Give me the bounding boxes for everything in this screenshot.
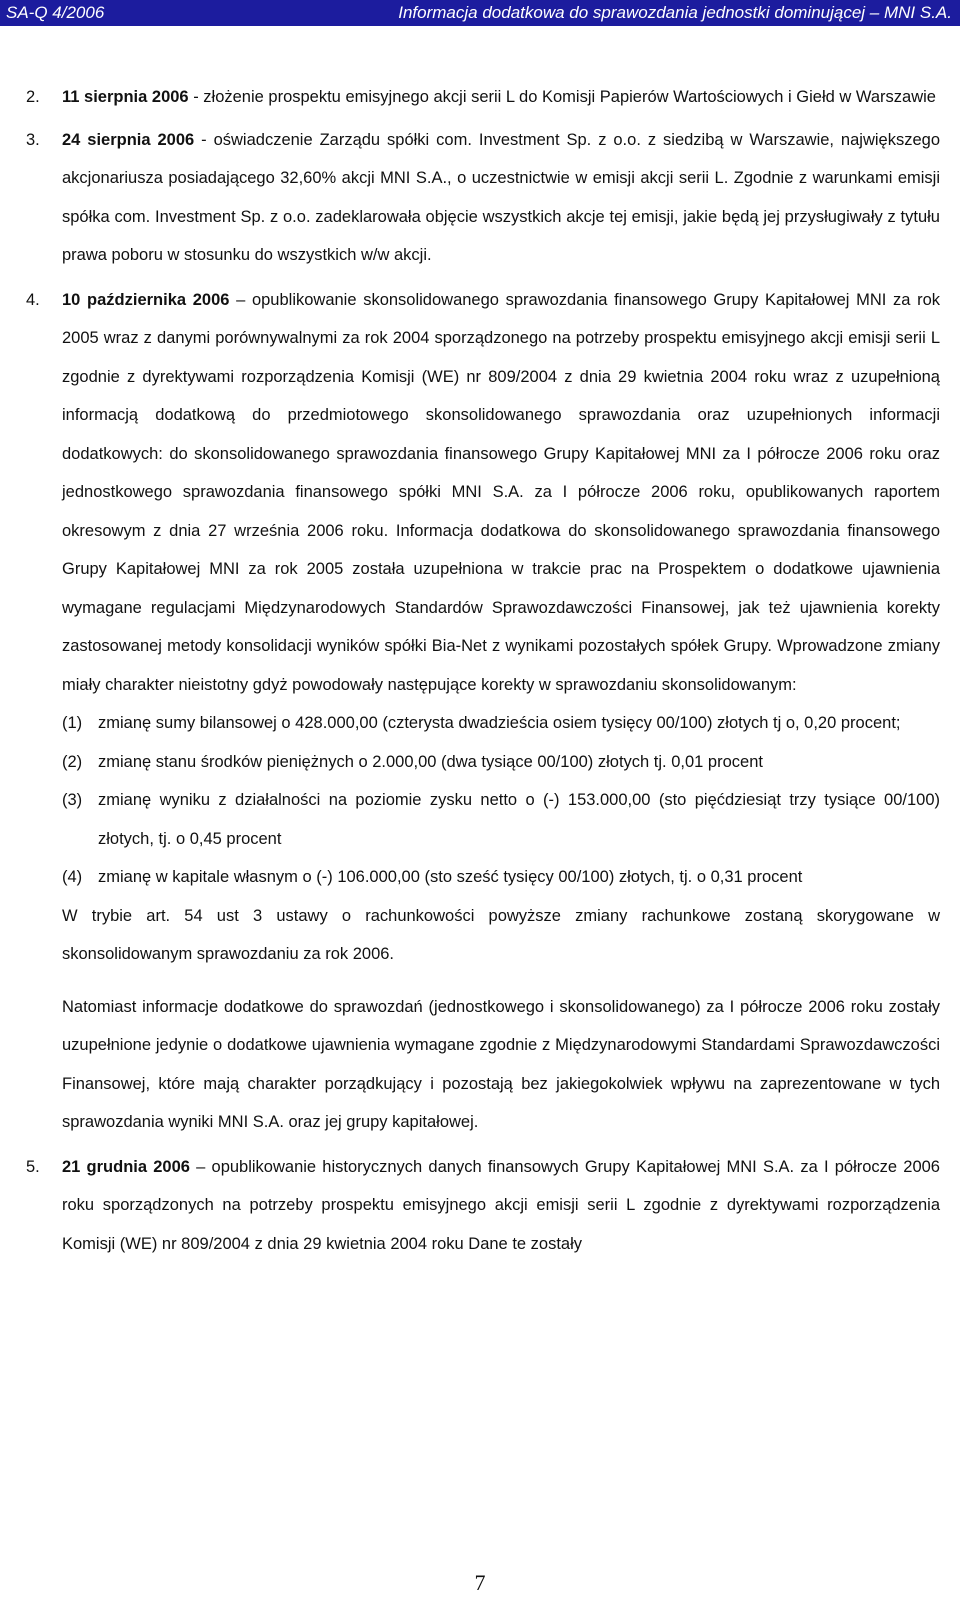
header-right-title: Informacja dodatkowa do sprawozdania jednostki dominującej – MNI S.A.	[398, 3, 952, 22]
sub-item-text: zmianę w kapitale własnym o (-) 106.000,00 (sto sześć tysięcy 00/100) złotych, tj. o 0,31 procent	[98, 868, 803, 886]
item-number: 4.	[26, 290, 40, 309]
item-date: 24 sierpnia 2006	[62, 130, 195, 149]
item-date: 10 października 2006	[62, 290, 230, 309]
item-date: 21 grudnia 2006	[62, 1157, 190, 1176]
sub-item-number: (1)	[62, 714, 83, 732]
sub-item-number: (3)	[62, 791, 83, 809]
page-header	[0, 0, 960, 26]
item-text: - oświadczenie Zarządu spółki com. Investment Sp. z o.o. z siedzibą w Warszawie, największego akcjonariusza posiadającego 32,60% akcji MNI S.A., o uczestnictwie w emisji akcji serii L. Zgodnie z warunkami emisji spółka com. Investment Sp. z o.o. zadeklarowała objęcie wszystkich akcje tej emisji, jakie będą jej przysługiwały z tytułu prawa poboru w stosunku do wszystkich w/w akcji.	[62, 130, 940, 264]
document-body	[26, 78, 940, 1263]
sub-item-3	[62, 781, 940, 858]
item-text: – opublikowanie historycznych danych finansowych Grupy Kapitałowej MNI S.A. za I półrocze 2006 roku sporządzonych na potrzeby prospektu emisyjnego akcji emisji serii L zgodnie z dyrektywami rozporządzenia Komisji (WE) nr 809/2004 z dnia 29 kwietnia 2004 roku Dane te zostały	[62, 1157, 940, 1253]
item-date: 11 sierpnia 2006	[62, 88, 189, 106]
sub-item-4	[62, 858, 940, 897]
sub-item-text: zmianę wyniku z działalności na poziomie zysku netto o (-) 153.000,00 (sto pięćdziesiąt trzy tysiące 00/100) złotych, tj. o 0,45 procent	[98, 791, 940, 848]
page-number: 7	[474, 1570, 486, 1595]
sub-item-text: zmianę stanu środków pieniężnych o 2.000,00 (dwa tysiące 00/100) złotych tj. 0,01 procent	[98, 752, 763, 771]
item-number: 5.	[26, 1157, 40, 1176]
sub-item-text: zmianę sumy bilansowej o 428.000,00 (czterysta dwadzieścia osiem tysięcy 00/100) złotych tj o, 0,20 procent;	[98, 714, 901, 732]
item-text: - złożenie prospektu emisyjnego akcji serii L do Komisji Papierów Wartościowych i Giełd w Warszawie	[188, 88, 936, 106]
list-item-2	[26, 78, 940, 117]
item-number: 2.	[26, 88, 40, 106]
sub-item-2	[62, 743, 940, 782]
item-text: – opublikowanie skonsolidowanego sprawozdania finansowego Grupy Kapitałowej MNI za rok 2005 wraz z danymi porównywalnymi za rok 2004 sporządzonego na potrzeby prospektu emisyjnego akcji emisji serii L zgodnie z dyrektywami rozporządzenia Komisji (WE) nr 809/2004 z dnia 29 kwietnia 2004 roku wraz z uzupełnioną informacją dodatkową do przedmiotowego skonsolidowanego sprawozdania oraz uzupełnionych informacji dodatkowych: do skonsolidowanego sprawozdania finansowego Grupy Kapitałowej MNI za I półrocze 2006 roku oraz jednostkowego sprawozdania finansowego spółki MNI S.A. za I półrocze 2006 roku, opublikowanych raportem okresowym z dnia 27 września 2006 roku. Informacja dodatkowa do skonsolidowanego sprawozdania finansowego Grupy Kapitałowej MNI za rok 2005 została uzupełniona w trakcie prac na Prospektem o dodatkowe ujawnienia wymagane regulacjami Międzynarodowych Standardów Sprawozdawczości Finansowej, jak też ujawnienia korekty zastosowanej metody konsolidacji wyników spółki Bia-Net z wynikami pozostałych spółek Grupy. Wprowadzone zmiany miały charakter nieistotny gdyż powodowały następujące korekty w sprawozdaniu skonsolidowanym:	[62, 290, 940, 694]
item-paragraph	[62, 281, 940, 705]
sub-item-1	[62, 704, 940, 743]
item-paragraph-natomiast: Natomiast informacje dodatkowe do sprawozdań (jednostkowego i skonsolidowanego) za I półrocze 2006 roku zostały uzupełnione jedynie o dodatkowe ujawnienia wymagane zgodnie z Międzynarodowymi Standardami Sprawozdawczości Finansowej, które mają charakter porządkujący i pozostają bez jakiegokolwiek wpływu na zaprezentowane w tych sprawozdania wyniki MNI S.A. oraz jej grupy kapitałowej.	[62, 997, 940, 1131]
item-number: 3.	[26, 130, 40, 149]
list-item-4	[26, 281, 940, 1142]
item-paragraph-art54: W trybie art. 54 ust 3 ustawy o rachunkowości powyższe zmiany rachunkowe zostaną skorygowane w skonsolidowanym sprawozdaniu za rok 2006.	[62, 906, 940, 963]
header-left-label: SA-Q 4/2006	[6, 3, 105, 22]
list-item-3	[26, 121, 940, 275]
list-item-5	[26, 1148, 940, 1264]
item-paragraph	[62, 1148, 940, 1264]
sub-item-number: (2)	[62, 752, 83, 771]
sub-item-number: (4)	[62, 868, 83, 886]
item-paragraph	[62, 78, 940, 117]
item-paragraph	[62, 121, 940, 275]
